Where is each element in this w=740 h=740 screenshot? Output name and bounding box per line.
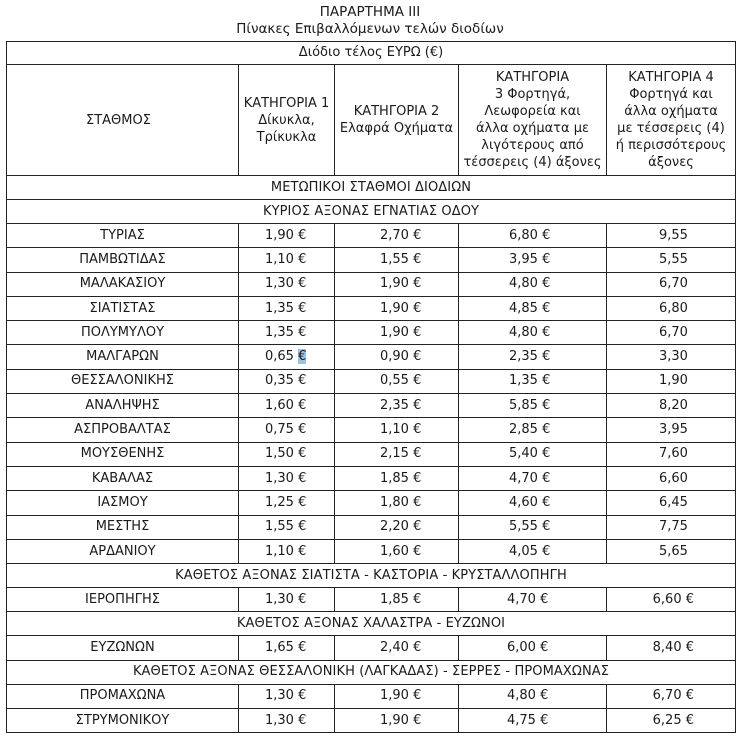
table-row xyxy=(7,224,736,248)
column-header-cat2 xyxy=(335,65,459,176)
cat4-line: άλλα οχήματα xyxy=(624,104,718,119)
toll-cat2: 1,85 € xyxy=(335,466,459,490)
table-row xyxy=(7,369,736,393)
toll-cat4: 3,30 xyxy=(607,345,736,369)
column-header-station: ΣΤΑΘΜΟΣ xyxy=(7,65,239,176)
table-row xyxy=(7,491,736,515)
toll-cat2: 1,10 € xyxy=(335,418,459,442)
toll-cat2: 2,35 € xyxy=(335,394,459,418)
toll-cat1: 0,35 € xyxy=(239,369,335,393)
table-row xyxy=(7,515,736,539)
toll-cat2: 1,55 € xyxy=(335,248,459,272)
cat4-line: με τέσσερεις (4) xyxy=(617,121,725,136)
toll-cat4: 6,25 € xyxy=(607,709,736,733)
station-name: ΠΑΜΒΩΤΙΔΑΣ xyxy=(7,248,239,272)
page-header xyxy=(0,0,740,36)
table-row xyxy=(7,466,736,490)
annex-subtitle: Πίνακες Επιβαλλόμενων τελών διοδίων xyxy=(236,21,504,37)
toll-cat4: 8,40 € xyxy=(607,636,736,660)
toll-cat2: 0,55 € xyxy=(335,369,459,393)
table-row xyxy=(7,321,736,345)
toll-cat4: 6,70 xyxy=(607,321,736,345)
table-row xyxy=(7,442,736,466)
toll-cat2: 1,60 € xyxy=(335,539,459,563)
cat3-line: Λεωφορεία και xyxy=(484,104,581,119)
station-name: ΠΟΛΥΜΥΛΟΥ xyxy=(7,321,239,345)
table-row xyxy=(7,248,736,272)
table-row xyxy=(7,394,736,418)
toll-cat3: 4,60 € xyxy=(459,491,607,515)
toll-cat1: 0,75 € xyxy=(239,418,335,442)
cat1-line: Τρίκυκλα xyxy=(256,129,317,145)
toll-cat1: 1,90 € xyxy=(239,224,335,248)
toll-cat2: 1,80 € xyxy=(335,491,459,515)
table-row xyxy=(7,684,736,708)
station-name: ΑΝΑΛΗΨΗΣ xyxy=(7,394,239,418)
toll-cat2: 2,40 € xyxy=(335,636,459,660)
table-row xyxy=(7,588,736,612)
toll-cat3: 2,35 € xyxy=(459,345,607,369)
toll-table xyxy=(6,41,736,733)
table-row xyxy=(7,418,736,442)
toll-cat3: 6,00 € xyxy=(459,636,607,660)
toll-cat1: 1,30 € xyxy=(239,588,335,612)
toll-cat3: 3,95 € xyxy=(459,248,607,272)
cat1-line: Δίκυκλα, xyxy=(258,112,315,128)
toll-cat1: 1,25 € xyxy=(239,491,335,515)
cat3-line: ΚΑΤΗΓΟΡΙΑ xyxy=(495,70,570,85)
station-name: ΙΑΣΜΟΥ xyxy=(7,491,239,515)
cat1-line: ΚΑΤΗΓΟΡΙΑ 1 xyxy=(243,95,330,111)
column-header-cat1 xyxy=(239,65,335,176)
cat2-line: Ελαφρά Οχήματα xyxy=(339,121,454,136)
section-row xyxy=(7,564,736,588)
section-serres-axis: ΚΑΘΕΤΟΣ ΑΞΟΝΑΣ ΘΕΣΣΑΛΟΝΙΚΗ (ΛΑΓΚΑΔΑΣ) - ΣΕΡΡΕΣ - ΠΡΟΜΑΧΩΝΑΣ xyxy=(7,660,736,684)
toll-cat4: 6,45 xyxy=(607,491,736,515)
toll-cat1: 1,55 € xyxy=(239,515,335,539)
section-main-axis: ΚΥΡΙΟΣ ΑΞΟΝΑΣ ΕΓΝΑΤΙΑΣ ΟΔΟΥ xyxy=(7,200,736,224)
section-siatista-axis: ΚΑΘΕΤΟΣ ΑΞΟΝΑΣ ΣΙΑΤΙΣΤΑ - ΚΑΣΤΟΡΙΑ - ΚΡΥΣΤΑΛΛΟΠΗΓΗ xyxy=(7,564,736,588)
toll-cat3: 4,80 € xyxy=(459,272,607,296)
section-chalastra-axis: ΚΑΘΕΤΟΣ ΑΞΟΝΑΣ ΧΑΛΑΣΤΡΑ - ΕΥΖΩΝΟΙ xyxy=(7,612,736,636)
table-row xyxy=(7,709,736,733)
selected-euro-sign[interactable]: € xyxy=(298,349,307,365)
station-name: ΚΑΒΑΛΑΣ xyxy=(7,466,239,490)
toll-cat4: 8,20 xyxy=(607,394,736,418)
section-row xyxy=(7,200,736,224)
station-name: ΜΑΛΓΑΡΩΝ xyxy=(7,345,239,369)
toll-cat3: 6,80 € xyxy=(459,224,607,248)
section-row xyxy=(7,176,736,200)
toll-cat3: 4,70 € xyxy=(459,588,607,612)
toll-cat4: 9,55 xyxy=(607,224,736,248)
toll-cat4: 6,70 xyxy=(607,272,736,296)
station-name: ΤΥΡΙΑΣ xyxy=(7,224,239,248)
toll-cat3: 4,05 € xyxy=(459,539,607,563)
toll-cat2: 2,70 € xyxy=(335,224,459,248)
station-name: ΠΡΟΜΑΧΩΝΑ xyxy=(7,684,239,708)
section-row xyxy=(7,612,736,636)
toll-cat3: 5,55 € xyxy=(459,515,607,539)
column-header-cat3 xyxy=(459,65,607,176)
toll-cat1: 1,10 € xyxy=(239,248,335,272)
toll-cat1: 1,35 € xyxy=(239,321,335,345)
toll-cat4: 7,75 xyxy=(607,515,736,539)
toll-cat1: 1,30 € xyxy=(239,684,335,708)
section-row xyxy=(7,660,736,684)
table-row xyxy=(7,345,736,369)
toll-cat4: 6,70 € xyxy=(607,684,736,708)
toll-cat1: 1,65 € xyxy=(239,636,335,660)
toll-cat4: 5,65 xyxy=(607,539,736,563)
toll-cat2: 2,20 € xyxy=(335,515,459,539)
cat4-line: ή περισσότερους xyxy=(615,138,727,153)
toll-cat4: 6,60 xyxy=(607,466,736,490)
toll-cat3: 2,85 € xyxy=(459,418,607,442)
toll-cat1: 1,50 € xyxy=(239,442,335,466)
column-header-cat4 xyxy=(607,65,736,176)
toll-cat2: 1,90 € xyxy=(335,321,459,345)
station-name: ΣΙΑΤΙΣΤΑΣ xyxy=(7,296,239,320)
toll-cat4: 6,80 xyxy=(607,296,736,320)
cat2-line: ΚΑΤΗΓΟΡΙΑ 2 xyxy=(353,104,440,119)
table-caption-row xyxy=(7,42,736,65)
toll-cat1-value: 0,65 xyxy=(265,349,294,365)
station-name: ΑΡΔΑΝΙΟΥ xyxy=(7,539,239,563)
annex-title: ΠΑΡΑΡΤΗΜΑ ΙΙΙ xyxy=(319,4,421,20)
table-caption: Διόδιο τέλος ΕΥΡΩ (€) xyxy=(7,42,736,65)
toll-cat4: 6,60 € xyxy=(607,588,736,612)
station-name: ΙΕΡΟΠΗΓΗΣ xyxy=(7,588,239,612)
cat4-line: ΚΑΤΗΓΟΡΙΑ 4 xyxy=(628,70,714,85)
column-header-row xyxy=(7,65,736,176)
cat4-line: άξονες xyxy=(648,155,694,170)
station-name: ΑΣΠΡΟΒΑΛΤΑΣ xyxy=(7,418,239,442)
cat3-line: άλλα οχήματα με xyxy=(475,121,590,136)
station-name: ΜΕΣΤΗΣ xyxy=(7,515,239,539)
toll-cat1 xyxy=(239,345,335,369)
table-row xyxy=(7,272,736,296)
toll-cat3: 4,85 € xyxy=(459,296,607,320)
toll-cat2: 1,90 € xyxy=(335,709,459,733)
toll-cat2: 0,90 € xyxy=(335,345,459,369)
toll-cat2: 2,15 € xyxy=(335,442,459,466)
toll-cat1: 1,30 € xyxy=(239,709,335,733)
station-name: ΣΤΡΥΜΟΝΙΚΟΥ xyxy=(7,709,239,733)
table-row xyxy=(7,539,736,563)
toll-cat3: 4,80 € xyxy=(459,321,607,345)
toll-cat4: 3,95 xyxy=(607,418,736,442)
station-name: ΘΕΣΣΑΛΟΝΙΚΗΣ xyxy=(7,369,239,393)
toll-cat3: 4,70 € xyxy=(459,466,607,490)
station-name: ΜΟΥΣΘΕΝΗΣ xyxy=(7,442,239,466)
toll-cat3: 5,40 € xyxy=(459,442,607,466)
station-name: ΜΑΛΑΚΑΣΙΟΥ xyxy=(7,272,239,296)
toll-cat3: 4,75 € xyxy=(459,709,607,733)
toll-cat3: 1,35 € xyxy=(459,369,607,393)
toll-cat2: 1,90 € xyxy=(335,272,459,296)
table-row xyxy=(7,636,736,660)
toll-cat1: 1,10 € xyxy=(239,539,335,563)
cat3-line: λιγότερους από xyxy=(481,138,584,153)
toll-cat4: 5,55 xyxy=(607,248,736,272)
toll-cat1: 1,60 € xyxy=(239,394,335,418)
cat4-line: Φορτηγά και xyxy=(629,87,713,102)
toll-cat1: 1,30 € xyxy=(239,466,335,490)
toll-cat2: 1,90 € xyxy=(335,296,459,320)
toll-cat1: 1,30 € xyxy=(239,272,335,296)
toll-cat2: 1,85 € xyxy=(335,588,459,612)
toll-cat2: 1,90 € xyxy=(335,684,459,708)
toll-cat4: 7,60 xyxy=(607,442,736,466)
toll-cat1: 1,35 € xyxy=(239,296,335,320)
table-row xyxy=(7,296,736,320)
cat3-line: τέσσερεις (4) άξονες xyxy=(463,155,602,170)
cat3-line: 3 Φορτηγά, xyxy=(494,87,571,102)
toll-cat3: 4,80 € xyxy=(459,684,607,708)
toll-cat3: 5,85 € xyxy=(459,394,607,418)
section-frontal-stations: ΜΕΤΩΠΙΚΟΙ ΣΤΑΘΜΟΙ ΔΙΟΔΙΩΝ xyxy=(7,176,736,200)
toll-cat4: 1,90 xyxy=(607,369,736,393)
station-name: ΕΥΖΩΝΩΝ xyxy=(7,636,239,660)
